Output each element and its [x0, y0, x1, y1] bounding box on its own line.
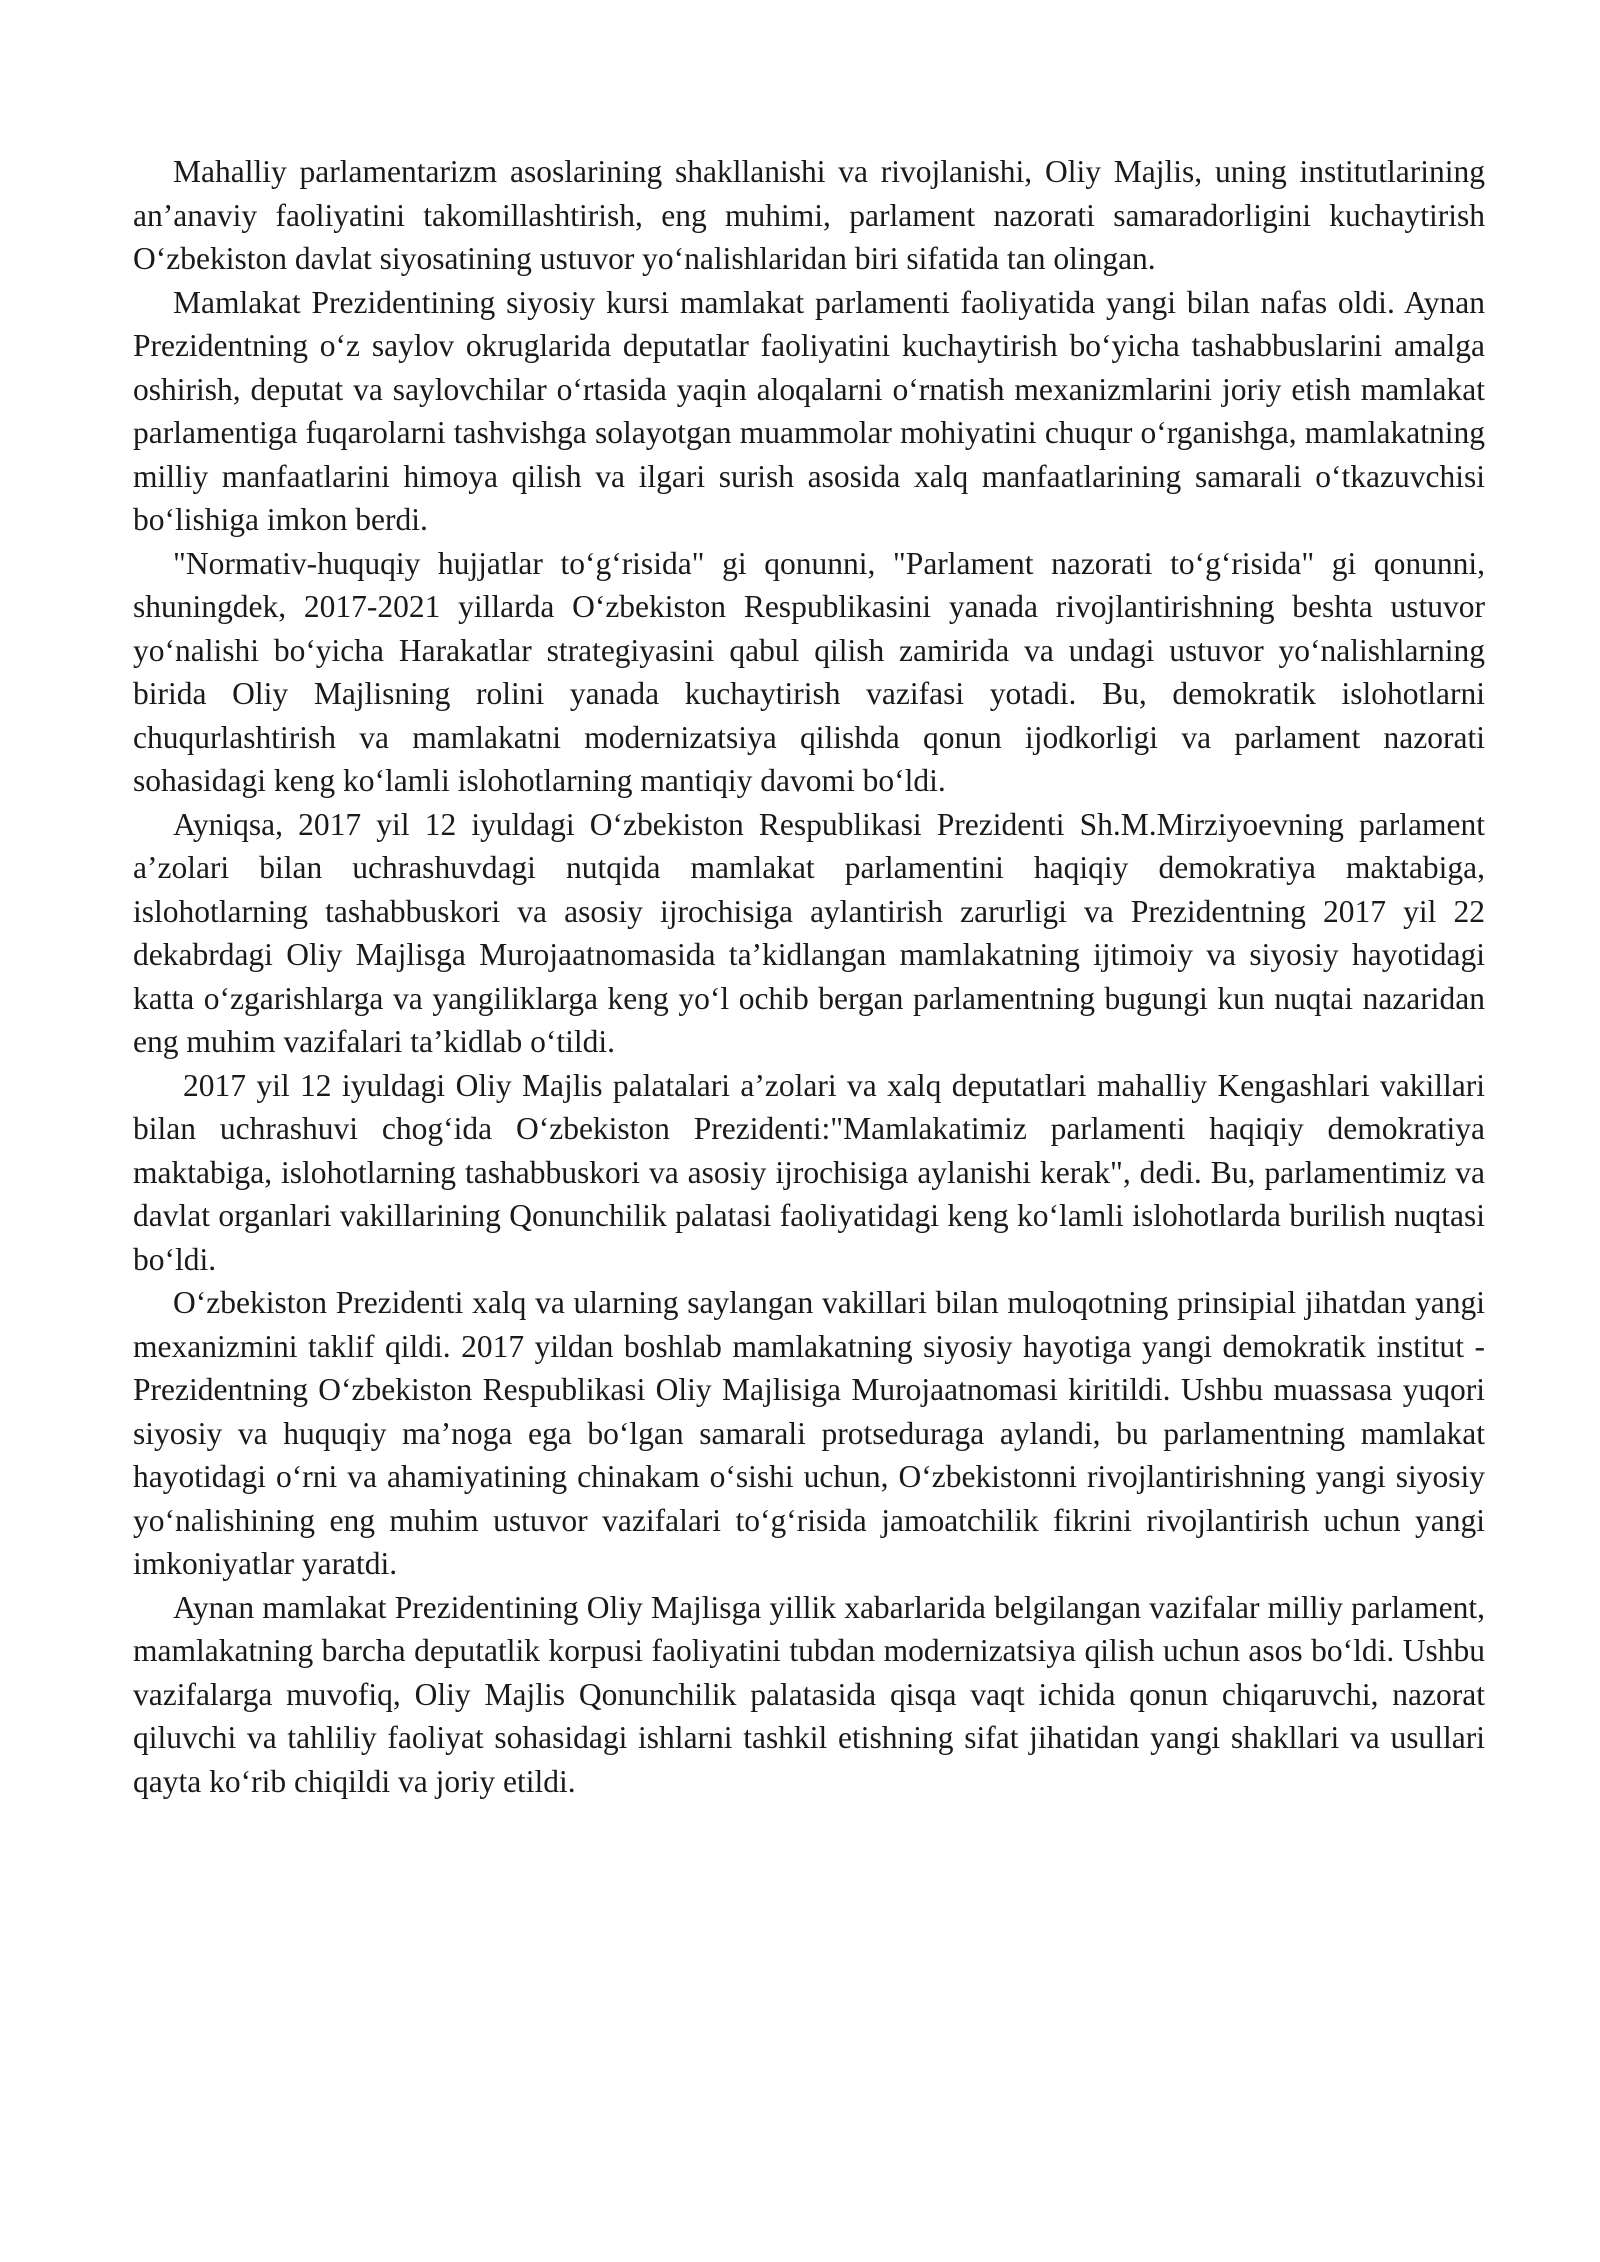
paragraph: Mahalliy parlamentarizm asoslarining shakllanishi va rivojlanishi, Oliy Majlis, uning institutlarining an’anaviy faoliyatini takomillashtirish, eng muhimi, parlament nazorati samaradorligini kuchaytirish O‘zbekiston davlat siyosatining ustuvor yo‘nalishlaridan biri sifatida tan olingan. — [133, 154, 1485, 276]
paragraph: Aynan mamlakat Prezidentining Oliy Majlisga yillik xabarlarida belgilangan vazifalar milliy parlament, mamlakatning barcha deputatlik korpusi faoliyatini tubdan modernizatsiya qilish uchun asos bo‘ldi. Ushbu vazifalarga muvofiq, Oliy Majlis Qonunchilik palatasida qisqa vaqt ichida qonun chiqaruvchi, nazorat qiluvchi va tahliliy faoliyat sohasidagi ishlarni tashkil etishning sifat jihatidan yangi shakllari va usullari qayta ko‘rib chiqildi va joriy etildi. — [133, 1589, 1485, 1799]
paragraph: Mamlakat Prezidentining siyosiy kursi mamlakat parlamenti faoliyatida yangi bilan nafas oldi. Aynan Prezidentning o‘z saylov okruglarida deputatlar faoliyatini kuchaytirish bo‘yicha tashabbuslarini amalga oshirish, deputat va saylovchilar o‘rtasida yaqin aloqalarni o‘rnatish mexanizmlarini joriy etish mamlakat parlamentiga fuqarolarni tashvishga solayotgan muammolar mohiyatini chuqur o‘rganishga, mamlakatning milliy manfaatlarini himoya qilish va ilgari surish asosida xalq manfaatlarining samarali o‘tkazuvchisi bo‘lishiga imkon berdi. — [133, 284, 1485, 537]
paragraph: Ayniqsa, 2017 yil 12 iyuldagi O‘zbekiston Respublikasi Prezidenti Sh.M.Mirziyoevning parlament a’zolari bilan uchrashuvdagi nutqida mamlakat parlamentini haqiqiy demokratiya maktabiga, islohotlarning tashabbuskori va asosiy ijrochisiga aylantirish zarurligi va Prezidentning 2017 yil 22 dekabrdagi Oliy Majlisga Murojaatnomasida ta’kidlangan mamlakatning ijtimoiy va siyosiy hayotidagi katta o‘zgarishlarga va yangiliklarga keng yo‘l ochib bergan parlamentning bugungi kun nuqtai nazaridan eng muhim vazifalari ta’kidlab o‘tildi. — [133, 806, 1485, 1059]
document-page — [133, 150, 1485, 1803]
paragraph: "Normativ-huquqiy hujjatlar to‘g‘risida" gi qonunni, "Parlament nazorati to‘g‘risida" gi qonunni, shuningdek, 2017-2021 yillarda O‘zbekiston Respublikasini yanada rivojlantirishning beshta ustuvor yo‘nalishi bo‘yicha Harakatlar strategiyasini qabul qilish zamirida va undagi ustuvor yo‘nalishlarning birida Oliy Majlisning rolini yanada kuchaytirish vazifasi yotadi. Bu, demokratik islohotlarni chuqurlashtirish va mamlakatni modernizatsiya qilishda qonun ijodkorligi va parlament nazorati sohasidagi keng ko‘lamli islohotlarning mantiqiy davomi bo‘ldi. — [133, 545, 1485, 798]
paragraph: O‘zbekiston Prezidenti xalq va ularning saylangan vakillari bilan muloqotning prinsipial jihatdan yangi mexanizmini taklif qildi. 2017 yildan boshlab mamlakatning siyosiy hayotiga yangi demokratik institut - Prezidentning O‘zbekiston Respublikasi Oliy Majlisiga Murojaatnomasi kiritildi. Ushbu muassasa yuqori siyosiy va huquqiy ma’noga ega bo‘lgan samarali protseduraga aylandi, bu parlamentning mamlakat hayotidagi o‘rni va ahamiyatining chinakam o‘sishi uchun, O‘zbekistonni rivojlantirishning yangi siyosiy yo‘nalishining eng muhim ustuvor vazifalari to‘g‘risida jamoatchilik fikrini rivojlantirish uchun yangi imkoniyatlar yaratdi. — [133, 1285, 1485, 1581]
paragraph: 2017 yil 12 iyuldagi Oliy Majlis palatalari a’zolari va xalq deputatlari mahalliy Kengashlari vakillari bilan uchrashuvi chog‘ida O‘zbekiston Prezidenti:"Mamlakatimiz parlamenti haqiqiy demokratiya maktabiga, islohotlarning tashabbuskori va asosiy ijrochisiga aylanishi kerak", dedi. Bu, parlamentimiz va davlat organlari vakillarining Qonunchilik palatasi faoliyatidagi keng ko‘lamli islohotlarda burilish nuqtasi bo‘ldi. — [133, 1067, 1485, 1277]
